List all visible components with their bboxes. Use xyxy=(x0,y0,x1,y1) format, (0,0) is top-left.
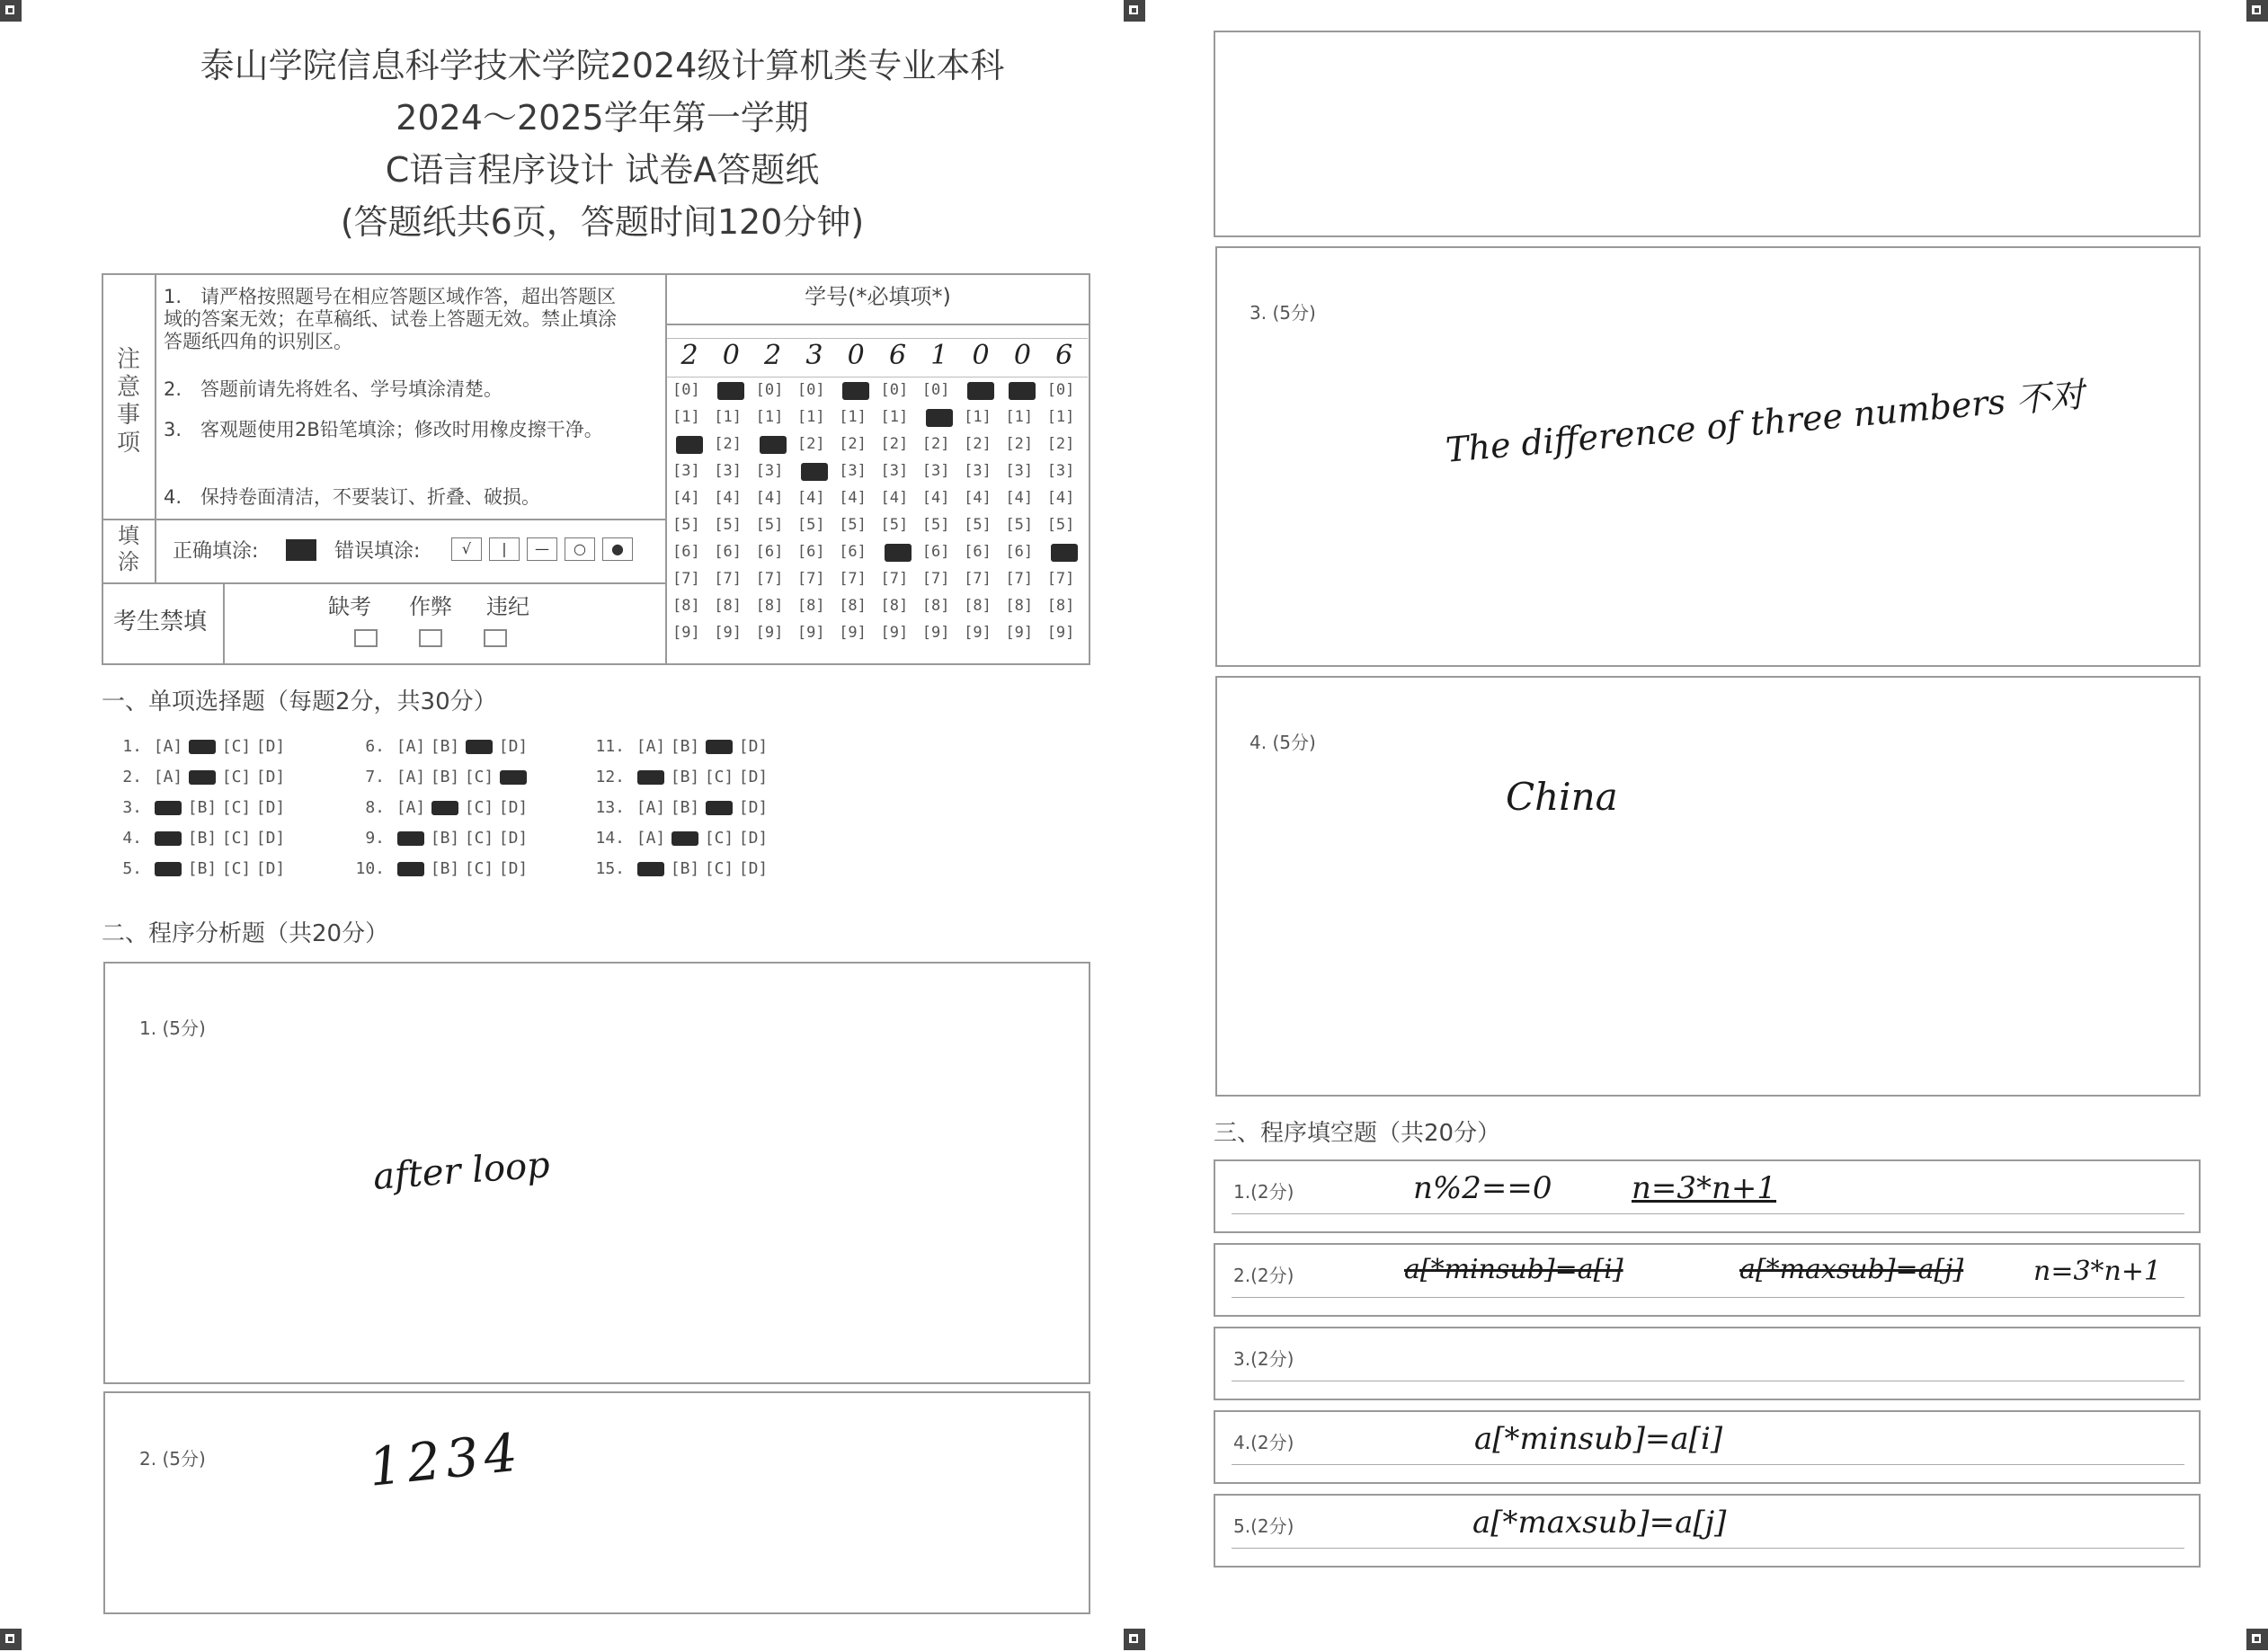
mc-option-bubble[interactable]: [B] xyxy=(430,859,460,878)
section1-title: 一、单项选择题（每题2分，共30分） xyxy=(102,688,497,715)
student-id-bubble[interactable]: [1] xyxy=(1046,408,1075,426)
student-id-digit-9: 0 xyxy=(1013,340,1031,371)
fill-1-label: 1.(2分) xyxy=(1233,1181,1294,1203)
student-id-bubble[interactable]: [7] xyxy=(1005,570,1034,588)
student-id-bubble[interactable]: [0] xyxy=(755,381,784,399)
mc-option-bubble[interactable]: [A] xyxy=(636,798,666,817)
student-id-bubble[interactable]: [8] xyxy=(672,597,700,615)
notice-item-2: 2. 答题前请先将姓名、学号填涂清楚。 xyxy=(164,378,503,400)
student-id-bubble[interactable]: [3] xyxy=(880,462,909,480)
student-id-bubble[interactable]: [3] xyxy=(755,462,784,480)
student-id-bubble[interactable]: [1] xyxy=(880,408,909,426)
answer-box-q1[interactable] xyxy=(103,962,1090,1384)
student-id-bubble[interactable] xyxy=(801,463,828,481)
mc-option-bubble[interactable]: [C] xyxy=(464,768,494,786)
mc-question-number: 7. xyxy=(365,768,385,786)
student-id-bubble[interactable]: [3] xyxy=(921,462,950,480)
fill-correct-label: 正确填涂: xyxy=(173,540,259,563)
student-id-bubble[interactable]: [8] xyxy=(714,597,743,615)
student-id-bubble[interactable]: [1] xyxy=(755,408,784,426)
notice-item-1: 1. 请严格按照题号在相应答题区域作答，超出答题区域的答案无效；在草稿纸、试卷上答题无效。禁止填涂答题纸四角的识别区。 xyxy=(164,286,617,352)
mc-option-bubble[interactable] xyxy=(466,740,493,754)
exam-violation-label: 违纪 xyxy=(486,594,529,619)
mc-option-bubble[interactable]: [D] xyxy=(738,737,769,756)
fill-wrong-sample-3: — xyxy=(527,537,557,561)
fill-2-answer: a[*minsub]=a[i] xyxy=(1404,1254,1623,1285)
student-id-bubble[interactable]: [7] xyxy=(672,570,700,588)
mc-option-bubble[interactable]: [D] xyxy=(255,737,286,756)
corner-marker-bl xyxy=(0,1629,22,1650)
student-id-bubble[interactable]: [1] xyxy=(964,408,992,426)
student-id-bubble[interactable]: [6] xyxy=(839,543,867,561)
student-id-bubble[interactable]: [2] xyxy=(921,435,950,453)
student-id-bubble[interactable]: [3] xyxy=(1005,462,1034,480)
student-id-bubble[interactable]: [5] xyxy=(1005,516,1034,534)
student-id-digit-4: 3 xyxy=(805,340,823,371)
fill-1-answer-2: n=3*n+1 xyxy=(1632,1170,1777,1206)
mc-option-bubble[interactable]: [B] xyxy=(430,829,460,848)
exam-cheat-checkbox[interactable] xyxy=(419,629,442,647)
student-id-bubble[interactable]: [2] xyxy=(1046,435,1075,453)
fill-4-answer: a[*minsub]=a[i] xyxy=(1474,1421,1723,1457)
student-id-digit-2: 0 xyxy=(722,340,740,371)
student-id-digit-10: 6 xyxy=(1055,340,1073,371)
mc-option-bubble[interactable]: [D] xyxy=(255,859,286,878)
q4-label: 4. (5分) xyxy=(1250,732,1316,753)
mc-question-12 xyxy=(589,768,770,786)
student-id-bubble[interactable]: [6] xyxy=(672,543,700,561)
student-id-bubble[interactable]: [6] xyxy=(964,543,992,561)
mc-option-bubble[interactable] xyxy=(431,801,458,815)
mc-question-4 xyxy=(106,829,288,848)
student-id-bubble[interactable]: [1] xyxy=(796,408,825,426)
student-id-bubble[interactable]: [6] xyxy=(796,543,825,561)
mc-question-number: 6. xyxy=(365,737,385,756)
mc-option-bubble[interactable] xyxy=(189,770,216,785)
mc-question-9 xyxy=(349,829,530,848)
student-id-bubble[interactable]: [3] xyxy=(964,462,992,480)
mc-question-number: 10. xyxy=(355,859,385,878)
student-id-digit-1: 2 xyxy=(680,340,698,371)
mc-question-1 xyxy=(106,737,288,756)
student-id-bubble[interactable]: [9] xyxy=(880,624,909,642)
mc-option-bubble[interactable]: [B] xyxy=(430,768,460,786)
fill-3-label: 3.(2分) xyxy=(1233,1348,1294,1370)
student-id-bubble[interactable] xyxy=(967,382,994,400)
fill-correct-sample xyxy=(286,539,316,561)
student-id-digit-5: 0 xyxy=(847,340,865,371)
student-id-bubble[interactable]: [9] xyxy=(839,624,867,642)
corner-marker-tr xyxy=(2246,0,2268,22)
q3-answer: The difference of three numbers 不对 xyxy=(1444,374,2086,470)
mc-question-number: 5. xyxy=(122,859,142,878)
mc-option-bubble[interactable]: [B] xyxy=(430,737,460,756)
fill-wrong-sample-5: ● xyxy=(602,537,633,561)
mc-question-number: 9. xyxy=(365,829,385,848)
student-id-bubble[interactable]: [4] xyxy=(672,489,700,507)
notice-item-4: 4. 保持卷面清洁，不要装订、折叠、破损。 xyxy=(164,486,541,508)
mc-question-number: 13. xyxy=(595,798,625,817)
mc-option-bubble[interactable]: [C] xyxy=(464,859,494,878)
section2-title: 二、程序分析题（共20分） xyxy=(102,920,389,947)
exam-violation-checkbox[interactable] xyxy=(484,629,507,647)
mc-question-5 xyxy=(106,859,288,878)
mc-question-number: 3. xyxy=(122,798,142,817)
mc-question-3 xyxy=(106,798,288,817)
student-id-bubble[interactable]: [9] xyxy=(755,624,784,642)
student-id-bubble[interactable]: [5] xyxy=(672,516,700,534)
student-id-bubble[interactable]: [6] xyxy=(921,543,950,561)
student-id-bubble[interactable]: [4] xyxy=(1046,489,1075,507)
student-id-bubble[interactable]: [7] xyxy=(964,570,992,588)
student-id-bubble[interactable] xyxy=(717,382,744,400)
mc-option-bubble[interactable]: [C] xyxy=(464,798,494,817)
student-id-bubble[interactable] xyxy=(1009,382,1036,400)
mc-option-bubble[interactable] xyxy=(637,770,664,785)
mc-option-bubble[interactable]: [D] xyxy=(738,798,769,817)
mc-option-bubble[interactable]: [D] xyxy=(738,768,769,786)
q2-label: 2. (5分) xyxy=(139,1448,206,1470)
mc-option-bubble[interactable]: [B] xyxy=(670,768,700,786)
mc-question-14 xyxy=(589,829,770,848)
student-id-bubble[interactable]: [9] xyxy=(921,624,950,642)
student-id-digit-8: 0 xyxy=(972,340,990,371)
student-id-bubble[interactable]: [9] xyxy=(1005,624,1034,642)
fill-2-answer-3: n=3*n+1 xyxy=(2033,1256,2162,1287)
mc-option-bubble[interactable]: [D] xyxy=(738,829,769,848)
student-id-bubble[interactable]: [5] xyxy=(1046,516,1075,534)
mc-option-bubble[interactable]: [C] xyxy=(704,768,734,786)
mc-option-bubble[interactable]: [B] xyxy=(670,798,700,817)
student-id-bubble[interactable]: [4] xyxy=(839,489,867,507)
mc-option-bubble[interactable] xyxy=(155,801,182,815)
student-id-digit-3: 2 xyxy=(764,340,782,371)
mc-option-bubble[interactable] xyxy=(397,831,424,846)
mc-option-bubble[interactable]: [D] xyxy=(255,829,286,848)
mc-question-number: 11. xyxy=(595,737,625,756)
student-id-bubble[interactable]: [0] xyxy=(921,381,950,399)
student-id-bubble[interactable]: [9] xyxy=(1046,624,1075,642)
student-id-bubble[interactable]: [7] xyxy=(921,570,950,588)
mc-question-number: 12. xyxy=(595,768,625,786)
student-id-bubble[interactable]: [2] xyxy=(796,435,825,453)
fill-1-answer: n%2==0 xyxy=(1413,1170,1552,1206)
student-id-bubble[interactable]: [4] xyxy=(880,489,909,507)
student-id-bubble[interactable]: [9] xyxy=(672,624,700,642)
student-id-bubble[interactable]: [5] xyxy=(921,516,950,534)
mc-option-bubble[interactable]: [C] xyxy=(221,798,252,817)
mc-option-bubble[interactable]: [C] xyxy=(221,829,252,848)
mc-option-bubble[interactable] xyxy=(500,770,527,785)
student-id-bubble[interactable]: [9] xyxy=(964,624,992,642)
student-id-bubble[interactable] xyxy=(676,436,703,454)
student-id-bubble[interactable]: [2] xyxy=(964,435,992,453)
fill-wrong-sample-4: ○ xyxy=(565,537,595,561)
notice-label: 注意事项 xyxy=(116,346,140,457)
student-id-bubble[interactable]: [3] xyxy=(672,462,700,480)
header-note: (答题纸共6页，答题时间120分钟) xyxy=(340,202,865,242)
student-id-title: 学号(*必填项*) xyxy=(805,284,951,309)
fill-wrong-sample-1: √ xyxy=(451,537,482,561)
student-id-bubble[interactable]: [8] xyxy=(839,597,867,615)
student-id-bubble[interactable] xyxy=(760,436,787,454)
student-id-bubble[interactable]: [1] xyxy=(672,408,700,426)
mc-option-bubble[interactable]: [D] xyxy=(255,768,286,786)
q2-answer: 1234 xyxy=(365,1421,526,1498)
student-id-bubble[interactable]: [4] xyxy=(714,489,743,507)
mc-question-10 xyxy=(349,859,530,878)
student-id-bubble[interactable] xyxy=(926,409,953,427)
mc-option-bubble[interactable] xyxy=(637,862,664,876)
mc-question-6 xyxy=(349,737,530,756)
mc-question-number: 14. xyxy=(595,829,625,848)
mc-option-bubble[interactable]: [D] xyxy=(498,859,529,878)
mc-question-number: 8. xyxy=(365,798,385,817)
exam-absent-checkbox[interactable] xyxy=(354,629,378,647)
mc-option-bubble[interactable] xyxy=(189,740,216,754)
header-course: C语言程序设计 试卷A答题纸 xyxy=(385,150,820,190)
student-id-bubble[interactable]: [1] xyxy=(1005,408,1034,426)
student-id-digit-6: 6 xyxy=(888,340,907,371)
fill-4-label: 4.(2分) xyxy=(1233,1432,1294,1453)
student-id-bubble[interactable]: [8] xyxy=(880,597,909,615)
mc-option-bubble[interactable] xyxy=(155,831,182,846)
mc-option-bubble[interactable]: [A] xyxy=(636,829,666,848)
fill-wrong-label: 错误填涂: xyxy=(334,540,421,563)
student-id-bubble[interactable]: [8] xyxy=(921,597,950,615)
student-id-bubble[interactable]: [7] xyxy=(839,570,867,588)
student-id-bubble[interactable]: [7] xyxy=(714,570,743,588)
mc-question-number: 15. xyxy=(595,859,625,878)
student-id-bubble[interactable]: [8] xyxy=(1046,597,1075,615)
corner-marker-br xyxy=(2246,1629,2268,1650)
mc-question-13 xyxy=(589,798,770,817)
student-id-bubble[interactable]: [9] xyxy=(714,624,743,642)
mc-option-bubble[interactable]: [B] xyxy=(670,859,700,878)
mc-option-bubble[interactable]: [D] xyxy=(498,737,529,756)
mc-option-bubble[interactable] xyxy=(672,831,698,846)
mc-question-number: 2. xyxy=(122,768,142,786)
fill-5-label: 5.(2分) xyxy=(1233,1515,1294,1537)
notice-item-3: 3. 客观题使用2B铅笔填涂；修改时用橡皮擦干净。 xyxy=(164,419,603,440)
mc-option-bubble[interactable]: [B] xyxy=(187,829,218,848)
student-id-bubble[interactable]: [8] xyxy=(796,597,825,615)
mc-question-7 xyxy=(349,768,530,786)
mc-option-bubble[interactable]: [A] xyxy=(153,768,183,786)
fill-2-answer-2: a[*maxsub]=a[j] xyxy=(1739,1254,1964,1285)
q1-label: 1. (5分) xyxy=(139,1017,206,1039)
student-id-bubble[interactable]: [7] xyxy=(755,570,784,588)
student-id-bubble[interactable]: [6] xyxy=(1005,543,1034,561)
fill-5-answer: a[*maxsub]=a[j] xyxy=(1472,1505,1727,1541)
student-id-bubble[interactable] xyxy=(885,544,912,562)
fill-2-label: 2.(2分) xyxy=(1233,1265,1294,1286)
corner-marker-tl xyxy=(0,0,22,22)
student-id-bubble[interactable]: [6] xyxy=(755,543,784,561)
student-id-bubble[interactable]: [4] xyxy=(796,489,825,507)
student-id-bubble[interactable]: [5] xyxy=(755,516,784,534)
fill-label: 填涂 xyxy=(118,523,139,574)
mc-option-bubble[interactable]: [C] xyxy=(221,768,252,786)
mc-option-bubble[interactable]: [B] xyxy=(187,859,218,878)
student-id-bubble[interactable]: [3] xyxy=(1046,462,1075,480)
q1-answer: after loop xyxy=(371,1144,552,1198)
student-id-bubble[interactable]: [8] xyxy=(1005,597,1034,615)
header-term: 2024～2025学年第一学期 xyxy=(396,98,809,138)
mc-option-bubble[interactable] xyxy=(706,801,733,815)
student-id-bubble[interactable]: [8] xyxy=(964,597,992,615)
student-id-bubble[interactable]: [7] xyxy=(1046,570,1075,588)
student-id-bubble[interactable]: [8] xyxy=(755,597,784,615)
exam-label: 考生禁填 xyxy=(113,608,208,635)
corner-marker-tm xyxy=(1124,0,1145,22)
student-id-bubble[interactable]: [1] xyxy=(714,408,743,426)
student-id-bubble[interactable]: [0] xyxy=(796,381,825,399)
header-school: 泰山学院信息科学技术学院2024级计算机类专业本科 xyxy=(200,46,1005,85)
student-id-bubble[interactable]: [5] xyxy=(796,516,825,534)
student-id-bubble[interactable]: [3] xyxy=(839,462,867,480)
section3-title: 三、程序填空题（共20分） xyxy=(1214,1120,1501,1147)
mc-question-11 xyxy=(589,737,770,756)
student-id-bubble[interactable]: [0] xyxy=(880,381,909,399)
student-id-bubble[interactable]: [9] xyxy=(796,624,825,642)
fill-box-3[interactable] xyxy=(1214,1327,2201,1400)
answer-box-q2[interactable] xyxy=(103,1391,1090,1614)
answer-box-q4[interactable] xyxy=(1215,676,2201,1097)
mc-question-2 xyxy=(106,768,288,786)
student-id-bubble[interactable] xyxy=(842,382,869,400)
corner-marker-bm xyxy=(1124,1629,1145,1650)
mc-question-15 xyxy=(589,859,770,878)
student-id-bubble[interactable]: [6] xyxy=(714,543,743,561)
student-id-bubble[interactable]: [2] xyxy=(714,435,743,453)
exam-cheat-label: 作弊 xyxy=(409,594,452,619)
exam-absent-label: 缺考 xyxy=(328,594,371,619)
student-id-bubble[interactable]: [5] xyxy=(714,516,743,534)
student-id-bubble[interactable]: [4] xyxy=(964,489,992,507)
student-id-bubble[interactable]: [4] xyxy=(1005,489,1034,507)
q4-answer: China xyxy=(1506,775,1618,819)
student-id-bubble[interactable]: [5] xyxy=(964,516,992,534)
mc-option-bubble[interactable]: [D] xyxy=(498,829,529,848)
student-id-bubble[interactable]: [2] xyxy=(880,435,909,453)
student-id-bubble[interactable]: [4] xyxy=(921,489,950,507)
mc-option-bubble[interactable]: [A] xyxy=(636,737,666,756)
mc-question-number: 1. xyxy=(122,737,142,756)
mc-option-bubble[interactable]: [C] xyxy=(464,829,494,848)
mc-question-8 xyxy=(349,798,530,817)
mc-option-bubble[interactable]: [C] xyxy=(221,859,252,878)
mc-option-bubble[interactable]: [C] xyxy=(704,859,734,878)
mc-option-bubble[interactable]: [C] xyxy=(704,829,734,848)
mc-option-bubble[interactable] xyxy=(397,862,424,876)
student-id-bubble[interactable]: [7] xyxy=(796,570,825,588)
mc-option-bubble[interactable]: [C] xyxy=(221,737,252,756)
answer-box-q3[interactable] xyxy=(1215,246,2201,667)
mc-option-bubble[interactable]: [A] xyxy=(396,798,426,817)
student-id-bubble[interactable]: [1] xyxy=(839,408,867,426)
student-id-bubble[interactable]: [7] xyxy=(880,570,909,588)
mc-question-number: 4. xyxy=(122,829,142,848)
student-id-bubble[interactable]: [3] xyxy=(714,462,743,480)
student-id-bubble[interactable]: [2] xyxy=(1005,435,1034,453)
mc-option-bubble[interactable]: [A] xyxy=(153,737,183,756)
mc-option-bubble[interactable]: [D] xyxy=(498,798,529,817)
mc-option-bubble[interactable] xyxy=(706,740,733,754)
student-id-bubble[interactable] xyxy=(1051,544,1078,562)
student-id-digit-7: 1 xyxy=(930,340,948,371)
mc-option-bubble[interactable]: [A] xyxy=(396,768,426,786)
student-id-bubble[interactable]: [2] xyxy=(839,435,867,453)
student-id-bubble[interactable]: [5] xyxy=(880,516,909,534)
student-id-bubble[interactable]: [4] xyxy=(755,489,784,507)
mc-option-bubble[interactable] xyxy=(155,862,182,876)
fill-wrong-sample-2: | xyxy=(489,537,520,561)
student-id-bubble[interactable]: [0] xyxy=(672,381,700,399)
mc-option-bubble[interactable]: [B] xyxy=(670,737,700,756)
answer-box-continued[interactable] xyxy=(1214,31,2201,237)
mc-option-bubble[interactable]: [B] xyxy=(187,798,218,817)
mc-option-bubble[interactable]: [D] xyxy=(255,798,286,817)
mc-option-bubble[interactable]: [D] xyxy=(738,859,769,878)
mc-option-bubble[interactable]: [A] xyxy=(396,737,426,756)
student-id-bubble[interactable]: [0] xyxy=(1046,381,1075,399)
student-id-bubble[interactable]: [5] xyxy=(839,516,867,534)
q3-label: 3. (5分) xyxy=(1250,302,1316,324)
